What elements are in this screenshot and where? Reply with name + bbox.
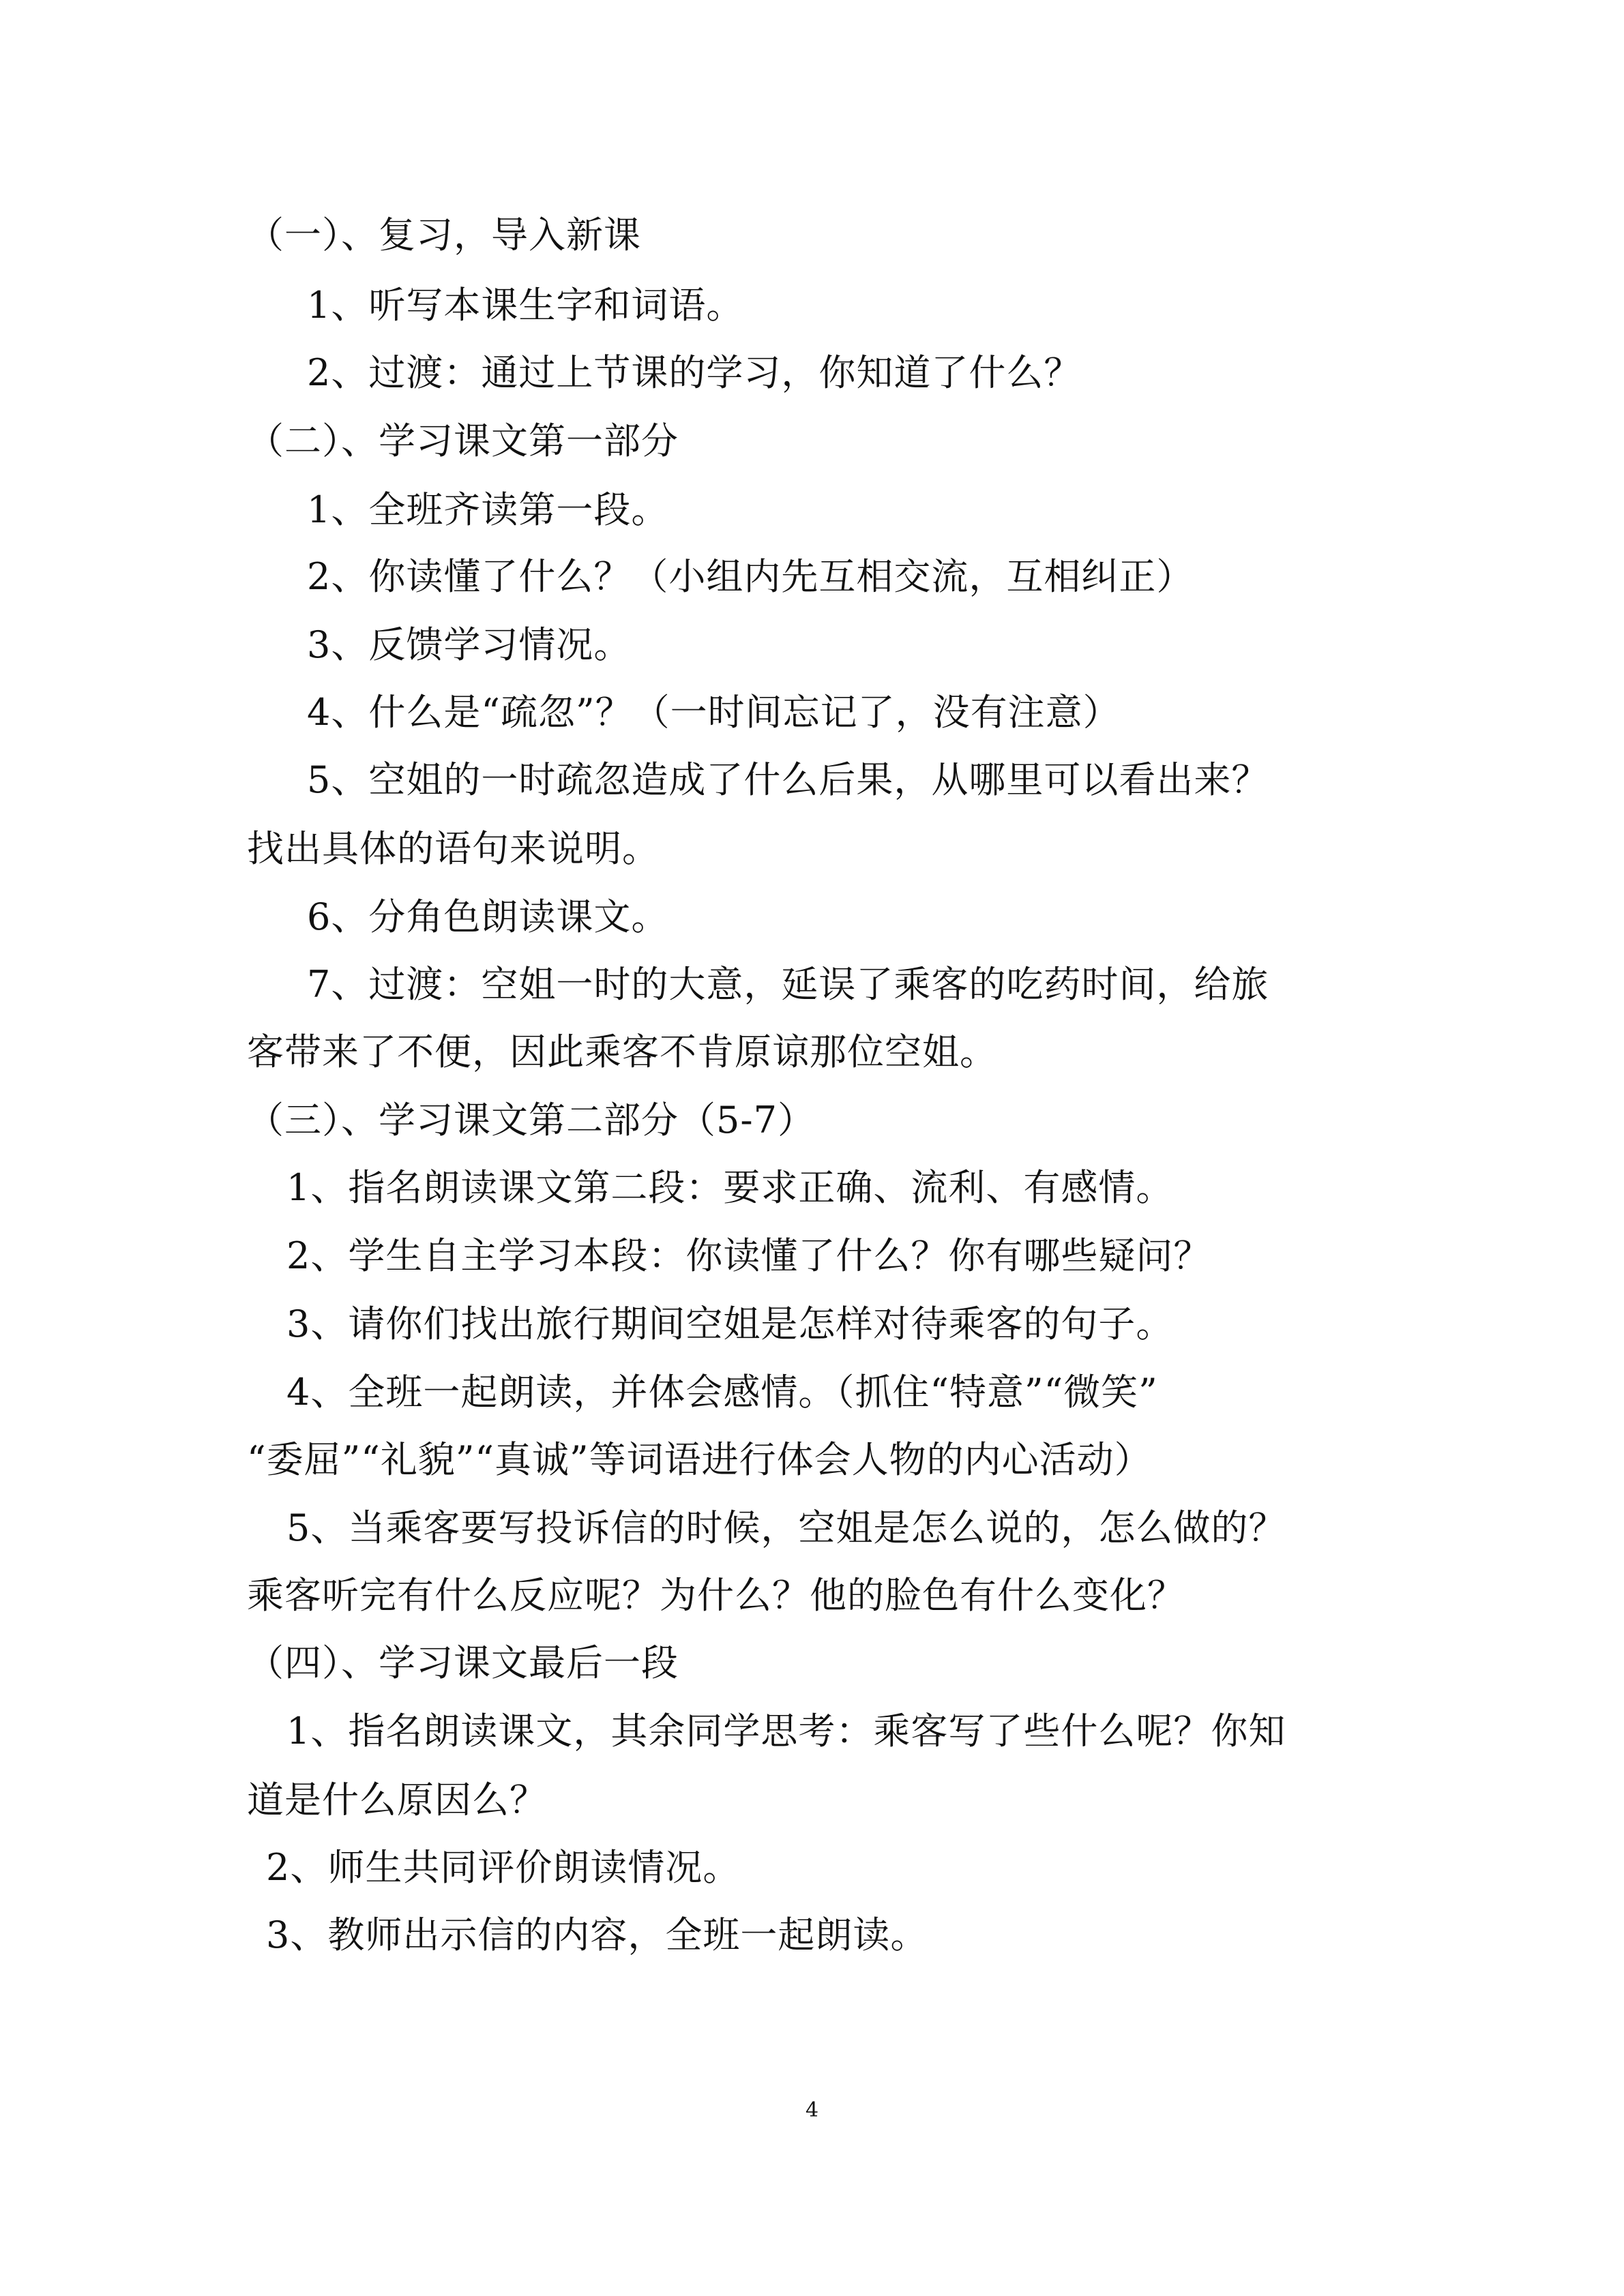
paragraph-line: 2、你读懂了什么？（小组内先互相交流，互相纠正） [307,555,1194,598]
paragraph-line: 4、全班一起朗读，并体会感情。（抓住“特意”“微笑” [286,1371,1158,1414]
paragraph-line: 5、空姐的一时疏忽造成了什么后果，从哪里可以看出来？ [307,758,1269,801]
paragraph-line: 1、全班齐读第一段。 [307,488,669,531]
paragraph-line: 道是什么原因么？ [247,1778,547,1821]
section-heading-1: （一）、复习，导入新课 [247,213,641,256]
paragraph-line: 3、请你们找出旅行期间空姐是怎样对待乘客的句子。 [286,1302,1174,1345]
paragraph-line: 6、分角色朗读课文。 [307,895,669,938]
paragraph-line: 3、教师出示信的内容，全班一起朗读。 [266,1913,928,1956]
paragraph-line: 4、什么是“疏忽”？（一时间忘记了，没有注意） [307,691,1121,734]
paragraph-line: 5、当乘客要写投诉信的时候，空姐是怎么说的，怎么做的？ [286,1506,1286,1549]
paragraph-line: 1、指名朗读课文，其余同学思考：乘客写了些什么呢？你知 [286,1710,1286,1753]
paragraph-line: 2、师生共同评价朗读情况。 [266,1846,741,1889]
paragraph-line: 乘客听完有什么反应呢？为什么？他的脸色有什么变化？ [247,1574,1185,1617]
paragraph-line: 3、反馈学习情况。 [307,623,632,666]
section-heading-3: （三）、学习课文第二部分（5-7） [247,1099,815,1142]
paragraph-line: 2、过渡：通过上节课的学习，你知道了什么？ [307,351,1082,394]
paragraph-line: 1、听写本课生字和词语。 [307,284,744,327]
paragraph-line: 7、过渡：空姐一时的大意，延误了乘客的吃药时间，给旅 [307,963,1269,1006]
paragraph-line: 2、学生自主学习本段：你读懂了什么？你有哪些疑问？ [286,1234,1211,1277]
paragraph-line: 客带来了不便，因此乘客不肯原谅那位空姐。 [247,1030,997,1073]
section-heading-4: （四）、学习课文最后一段 [247,1641,679,1684]
page-number: 4 [805,2098,819,2122]
paragraph-line: 找出具体的语句来说明。 [247,827,660,870]
paragraph-line: “委屈”“礼貌”“真诚”等词语进行体会人物的内心活动） [247,1438,1152,1481]
section-heading-2: （二）、学习课文第一部分 [247,419,679,462]
paragraph-line: 1、指名朗读课文第二段：要求正确、流利、有感情。 [286,1166,1174,1209]
